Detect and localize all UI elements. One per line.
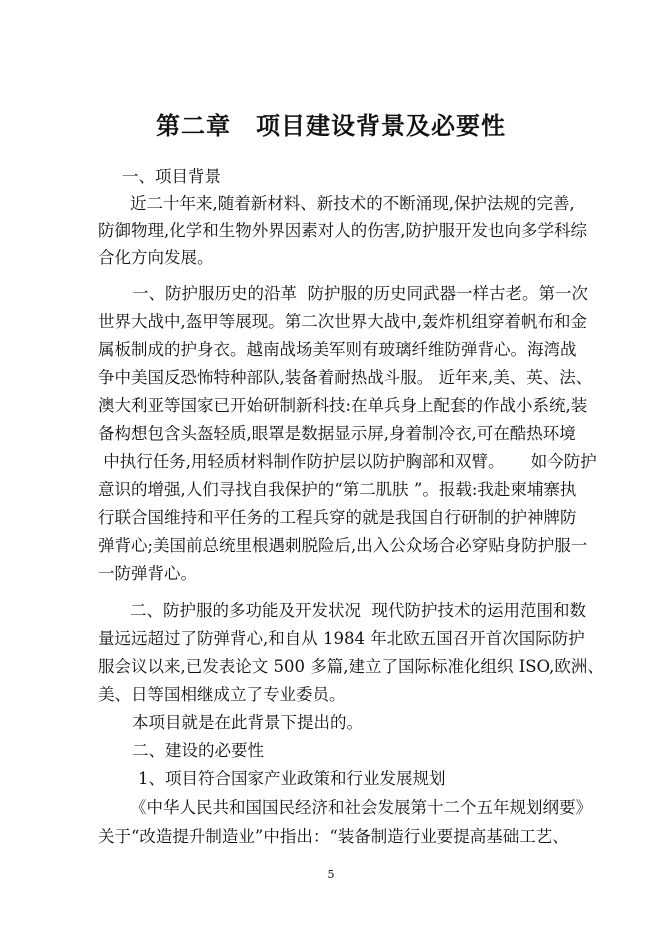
- paragraph-line: 服会议以来,已发表论文 500 多篇,建立了国际标准化组织 ISO,欧洲、: [98, 657, 604, 676]
- paragraph-line: 属板制成的护身衣。越南战场美军则有玻璃纤维防弹背心。海湾战: [98, 340, 577, 359]
- paragraph-line: 近二十年来,随着新材料、新技术的不断涌现,保护法规的完善,: [130, 194, 575, 213]
- paragraph-line: 一、防护服历史的沿革 防护服的历史同武器一样古老。第一次: [132, 284, 588, 303]
- paragraph-line: 行联合国维持和平任务的工程兵穿的就是我国自行研制的护神牌防: [98, 508, 577, 527]
- paragraph-line: 美、日等国相继成立了专业委员。: [98, 685, 346, 704]
- chapter-title: 第二章 项目建设背景及必要性: [156, 111, 506, 140]
- subsection-heading: 1、项目符合国家产业政策和行业发展规划: [138, 769, 446, 788]
- paragraph-line: 中执行任务,用轻质材料制作防护层以防护胸部和双臂。 如今防护: [98, 452, 597, 471]
- paragraph-line: 二、防护服的多功能及开发状况 现代防护技术的运用范围和数: [130, 601, 586, 620]
- paragraph-line: 备构想包含头盔轻质,眼罩是数据显示屏,身着制冷衣,可在酷热环境: [98, 424, 576, 443]
- paragraph-line: 一防弹背心。: [98, 564, 197, 583]
- paragraph-line: 合化方向发展。: [98, 248, 214, 267]
- paragraph-line: 争中美国反恐怖特种部队,装备着耐热战斗服。 近年来,美、英、法、: [98, 368, 593, 387]
- page-number: 5: [327, 868, 335, 881]
- paragraph-line: 《中华人民共和国国民经济和社会发展第十二个五年规划纲要》: [130, 798, 592, 817]
- paragraph-line: 意识的增强,人们寻找自我保护的“第二肌肤 ”。报载:我赴柬埔寨执: [98, 480, 577, 499]
- section-heading-background: 一、项目背景: [122, 167, 221, 186]
- paragraph-line: 弹背心;美国前总统里根遇刺脱险后,出入公众场合必穿贴身防护服一: [98, 536, 588, 555]
- paragraph-line: 关于“改造提升制造业”中指出：“装备制造行业要提高基础工艺、: [98, 827, 569, 846]
- paragraph-line: 世界大战中,盔甲等展现。第二次世界大战中,轰炸机组穿着帆布和金: [98, 312, 587, 331]
- paragraph-line: 本项目就是在此背景下提出的。: [132, 713, 363, 732]
- paragraph-line: 防御物理,化学和生物外界因素对人的伤害,防护服开发也向多学科综: [98, 221, 587, 240]
- section-heading-necessity: 二、建设的必要性: [132, 741, 264, 760]
- paragraph-line: 澳大利亚等国家已开始研制新科技:在单兵身上配套的作战小系统,装: [98, 396, 588, 415]
- paragraph-line: 量远远超过了防弹背心,和自从 1984 年北欧五国召开首次国际防护: [98, 629, 585, 648]
